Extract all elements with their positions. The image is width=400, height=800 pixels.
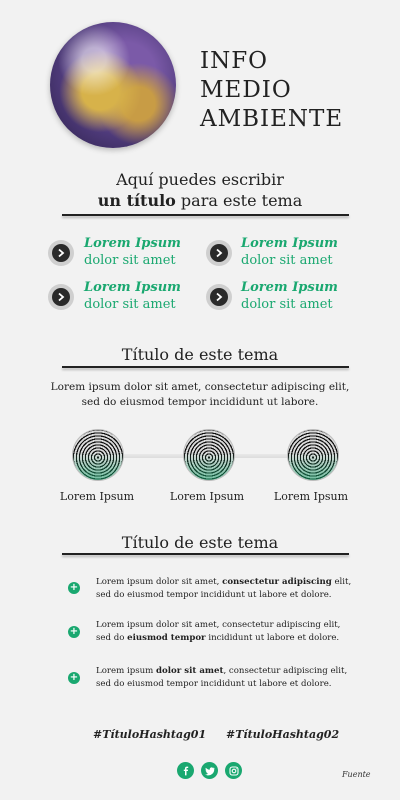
list-item-text: sed do eiusmod tempor incididunt ut labore et dolore. <box>96 590 332 600</box>
list-item-bold: eiusmod tempor <box>127 633 206 643</box>
intro-heading-rest: para este tema <box>175 191 303 210</box>
instagram-icon[interactable] <box>225 762 242 779</box>
arrow-right-icon[interactable] <box>210 288 228 306</box>
fingerprint-icon <box>73 430 123 480</box>
step-connector <box>234 454 290 458</box>
intro-heading-line-2 <box>0 191 400 210</box>
twitter-icon[interactable] <box>201 762 218 779</box>
feature-title: Lorem Ipsum <box>241 280 338 295</box>
list-item-bold: consectetur adipiscing <box>222 577 332 587</box>
list-item-text: sed do <box>96 633 128 643</box>
feature-subtitle: dolor sit amet <box>84 253 176 268</box>
intro-heading-line-1: Aquí puedes escribir <box>116 170 284 189</box>
arrow-right-icon[interactable] <box>52 288 70 306</box>
section-divider <box>62 214 349 216</box>
section-paragraph-line-1: Lorem ipsum dolor sit amet, consectetur adipiscing elit, <box>50 381 350 393</box>
intro-heading-bold: un título <box>97 191 176 210</box>
facebook-icon[interactable] <box>177 762 194 779</box>
step-label: Lorem Ipsum <box>169 490 245 503</box>
step-label: Lorem Ipsum <box>273 490 349 503</box>
list-item-text: sed do eiusmod tempor incididunt ut labore et dolore. <box>96 679 332 689</box>
header-title-line-2: MEDIO <box>200 77 292 103</box>
list-item <box>96 576 366 602</box>
arrow-right-icon[interactable] <box>210 244 228 262</box>
list-item <box>96 619 366 645</box>
feature-subtitle: dolor sit amet <box>241 297 333 312</box>
hashtag[interactable]: #TítuloHashtag01 <box>93 728 207 741</box>
section-paragraph-line-2: sed do eiusmod tempor incididunt ut labore. <box>81 396 319 408</box>
section-divider <box>62 366 349 368</box>
section-title: Título de este tema <box>121 533 279 552</box>
list-item-text: Lorem ipsum <box>96 666 157 676</box>
list-item-text: Lorem ipsum dolor sit amet, consectetur adipiscing elit, <box>96 620 341 630</box>
step-connector <box>120 454 186 458</box>
list-item-bold: dolor sit amet <box>156 666 224 676</box>
earth-globe-image <box>50 22 176 148</box>
plus-icon: + <box>69 626 79 637</box>
section-divider <box>62 553 349 555</box>
arrow-right-icon[interactable] <box>52 244 70 262</box>
list-item <box>96 665 366 691</box>
feature-title: Lorem Ipsum <box>241 236 338 251</box>
source-label[interactable]: Fuente <box>342 770 371 779</box>
feature-subtitle: dolor sit amet <box>241 253 333 268</box>
plus-icon: + <box>69 672 79 683</box>
list-item-text: , consectetur adipiscing elit, <box>223 666 348 676</box>
feature-title: Lorem Ipsum <box>84 280 181 295</box>
feature-title: Lorem Ipsum <box>84 236 181 251</box>
list-item-text: elit, <box>331 577 352 587</box>
fingerprint-icon <box>184 430 234 480</box>
hashtag[interactable]: #TítuloHashtag02 <box>226 728 340 741</box>
list-item-text: Lorem ipsum dolor sit amet, <box>96 577 223 587</box>
section-title: Título de este tema <box>121 345 279 364</box>
step-label: Lorem Ipsum <box>59 490 135 503</box>
fingerprint-icon <box>288 430 338 480</box>
feature-subtitle: dolor sit amet <box>84 297 176 312</box>
plus-icon: + <box>69 582 79 593</box>
list-item-text: incididunt ut labore et dolore. <box>205 633 340 643</box>
header-title-line-1: INFO <box>200 48 269 74</box>
header-title-line-3: AMBIENTE <box>200 106 344 132</box>
